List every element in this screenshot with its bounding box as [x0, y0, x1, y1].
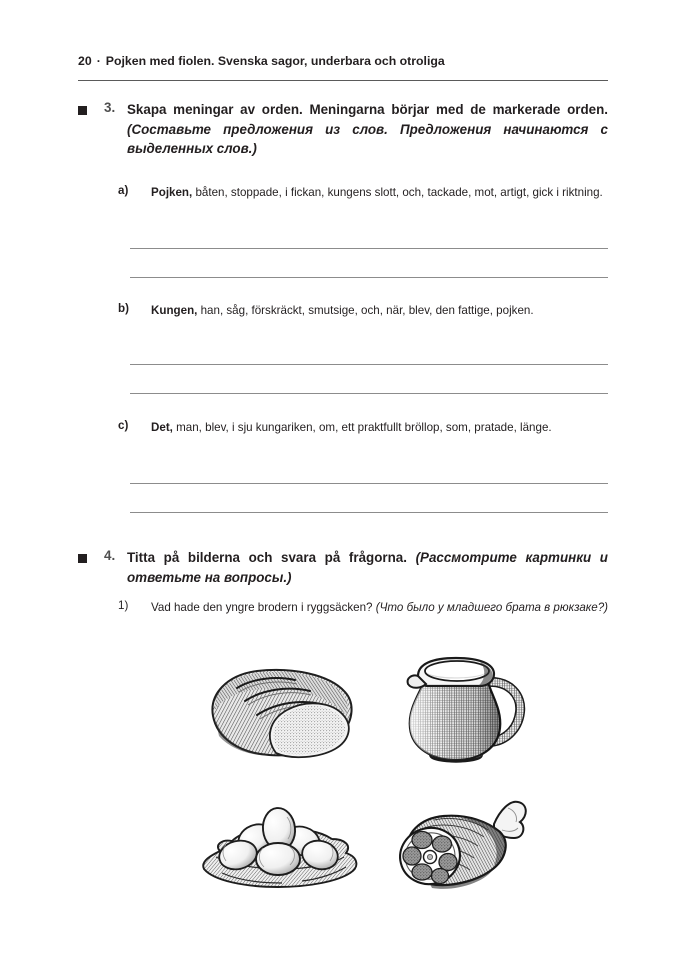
exercise-3-title-ru: (Составьте предложения из слов. Предложения начинаются с выделенных слов.): [127, 121, 608, 156]
exercise-3-item-c: [118, 419, 608, 436]
item-b-label: b): [118, 302, 129, 315]
picture-grid: [180, 652, 540, 902]
exercise-4-number: 4.: [104, 548, 116, 563]
question-1-text-ru: (Что было у младшего брата в рюкзаке?): [375, 601, 609, 614]
running-head-separator: ·: [96, 54, 101, 68]
exercise-3: [78, 100, 608, 159]
running-head-rule: [78, 80, 608, 81]
item-c-label: c): [118, 419, 129, 432]
answer-line[interactable]: [130, 483, 608, 484]
answer-line[interactable]: [130, 277, 608, 278]
exercise-3-number: 3.: [104, 100, 116, 115]
exercise-4-question-1: [118, 599, 608, 616]
answer-line[interactable]: [130, 393, 608, 394]
item-a-bold-word: Pojken,: [151, 186, 193, 199]
exercise-4-title: [127, 548, 608, 587]
answer-line[interactable]: [130, 512, 608, 513]
page-number: 20: [78, 54, 92, 68]
exercise-3-title: [127, 100, 608, 159]
exercise-3-item-b: [118, 302, 608, 319]
ham-leg-illustration: [385, 792, 535, 897]
item-b-words: han, såg, förskräckt, smutsige, och, när, blev, den fattige, pojken.: [197, 304, 534, 317]
square-bullet-icon: [78, 106, 87, 115]
item-b-text: [151, 302, 608, 319]
milk-jug-illustration: [390, 652, 530, 772]
answer-line[interactable]: [130, 364, 608, 365]
bread-loaf-illustration: [200, 652, 360, 772]
exercise-4: [78, 548, 608, 587]
answer-line[interactable]: [130, 248, 608, 249]
item-a-text: [151, 184, 608, 201]
item-a-label: a): [118, 184, 129, 197]
exercise-4-title-ru: (Рассмотрите картинки и ответьте на вопросы.): [127, 550, 608, 585]
exercise-4-title-sv: Titta på bilderna och svara på frågorna.: [127, 550, 407, 565]
running-head: [78, 54, 608, 68]
item-c-text: [151, 419, 608, 436]
question-1-text-sv: Vad hade den yngre brodern i ryggsäcken?: [151, 601, 376, 614]
question-1-text: [151, 599, 608, 616]
question-1-label: 1): [118, 599, 129, 612]
exercise-3-item-a: [118, 184, 608, 201]
running-head-title: Pojken med fiolen. Svenska sagor, underbara och otroliga: [105, 54, 445, 68]
square-bullet-icon: [78, 554, 87, 563]
eggs-on-cloth-illustration: [198, 792, 363, 897]
item-b-bold-word: Kungen,: [151, 304, 198, 317]
item-c-bold-word: Det,: [151, 421, 173, 434]
item-c-words: man, blev, i sju kungariken, om, ett praktfullt bröllop, som, pratade, länge.: [172, 421, 552, 434]
exercise-3-title-sv: Skapa meningar av orden. Meningarna börjar med de markerade orden.: [127, 102, 608, 117]
item-a-words: båten, stoppade, i fickan, kungens slott, och, tackade, mot, artigt, gick i riktning.: [192, 186, 603, 199]
